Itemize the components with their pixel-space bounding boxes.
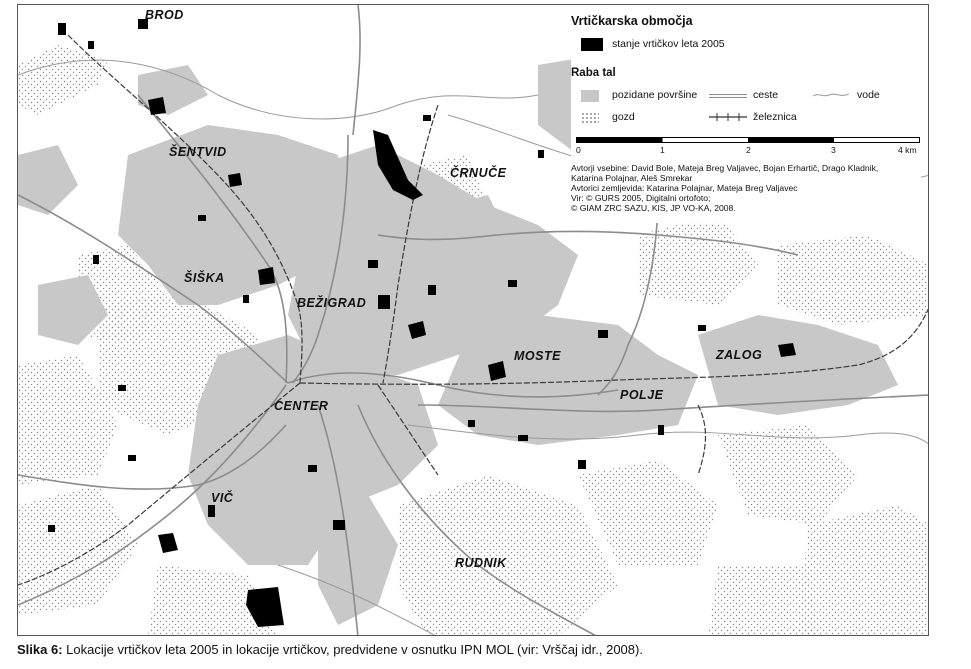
garden-plot [258,267,275,285]
scale-tick-1: 1 [660,145,665,155]
district-label-bezigrad: BEŽIGRAD [297,296,367,310]
district-label-brod: BROD [145,8,184,22]
legend-forest-label: gozd [612,111,635,123]
garden-plot [58,23,66,35]
garden-plot [778,343,796,357]
credits-line-2: Katarina Polajnar, Aleš Smrekar [571,173,693,183]
garden-plot [158,533,178,553]
garden-plot [378,295,390,309]
garden-plot [658,425,664,435]
forest-area [18,45,108,115]
railway [698,405,706,475]
garden-plot [88,41,94,49]
district-label-vic: VIČ [211,491,234,505]
scale-bar-graphic [576,137,920,145]
map-frame [17,4,929,636]
legend-garden-label: stanje vrtičkov leta 2005 [612,38,725,50]
garden-plot [243,295,249,303]
legend-roads-label: ceste [753,89,779,101]
forest-area [398,475,618,636]
built-swatch [581,90,599,102]
district-label-siska: ŠIŠKA [184,271,225,285]
built-area [318,495,398,625]
garden-plot [518,435,528,441]
caption-text: Lokacije vrtičkov leta 2005 in lokacije vrtičkov, predvidene v osnutku IPN MOL (vir: Vrščaj idr., 2008). [62,642,643,657]
legend-built-label: pozidane površine [612,89,698,101]
map-legend [571,11,921,223]
garden-plot [148,97,166,115]
district-label-crnuce: ČRNUČE [450,166,507,180]
rail-line-icon [709,112,747,122]
garden-plot [228,173,242,187]
credits-line-1: Avtorji vsebine: David Bole, Mateja Breg Valjavec, Bojan Erhartič, Drago Kladnik, [571,163,879,173]
district-label-polje: POLJE [620,388,664,402]
garden-plot [468,420,475,427]
garden-plot [538,150,544,158]
garden-plot [578,460,586,469]
water-line-icon [813,91,849,99]
garden-plot [128,455,136,461]
garden-plot [698,325,706,331]
credits-line-5: © GIAM ZRC SAZU, KIS, JP VO-KA, 2008. [571,203,736,213]
forest-area [708,565,818,636]
garden-plot [93,255,99,264]
forest-area [778,235,929,325]
legend-land-use-title: Raba tal [571,67,616,79]
credits-line-3: Avtorici zemljevida: Katarina Polajnar, Mateja Breg Valjavec [571,183,798,193]
garden-plot [423,115,431,121]
garden-swatch [581,38,603,51]
garden-plot [308,465,317,472]
caption-label: Slika 6: [17,642,63,657]
district-label-center: CENTER [274,399,329,413]
garden-plot [368,260,378,268]
credits-line-4: Vir: © GURS 2005, Digitalni ortofoto; [571,193,711,203]
district-label-sentvid: ŠENTVID [169,145,227,159]
garden-plot [208,505,215,517]
garden-plot [118,385,126,391]
garden-plot [333,520,345,530]
forest-area [718,425,858,525]
garden-plot [508,280,517,287]
garden-plot [198,215,206,221]
built-area [698,315,898,415]
legend-water-label: vode [857,89,880,101]
scale-bar [576,137,920,155]
legend-title: Vrtičkarska območja [571,14,693,28]
scale-tick-0: 0 [576,145,581,155]
district-label-rudnik: RUDNIK [455,556,507,570]
district-label-moste: MOSTE [514,349,561,363]
district-label-zalog: ZALOG [716,348,763,362]
forest-swatch [581,112,599,124]
garden-plot [48,525,55,532]
figure-caption [17,642,643,657]
road-line-icon [709,93,747,99]
scale-tick-3: 3 [831,145,836,155]
scale-tick-2: 2 [746,145,751,155]
built-area [18,145,78,215]
garden-plot [598,330,608,338]
scale-tick-4: 4 km [898,145,917,155]
legend-rail-label: železnica [753,111,797,123]
garden-plot [428,285,436,295]
forest-area [798,505,929,636]
